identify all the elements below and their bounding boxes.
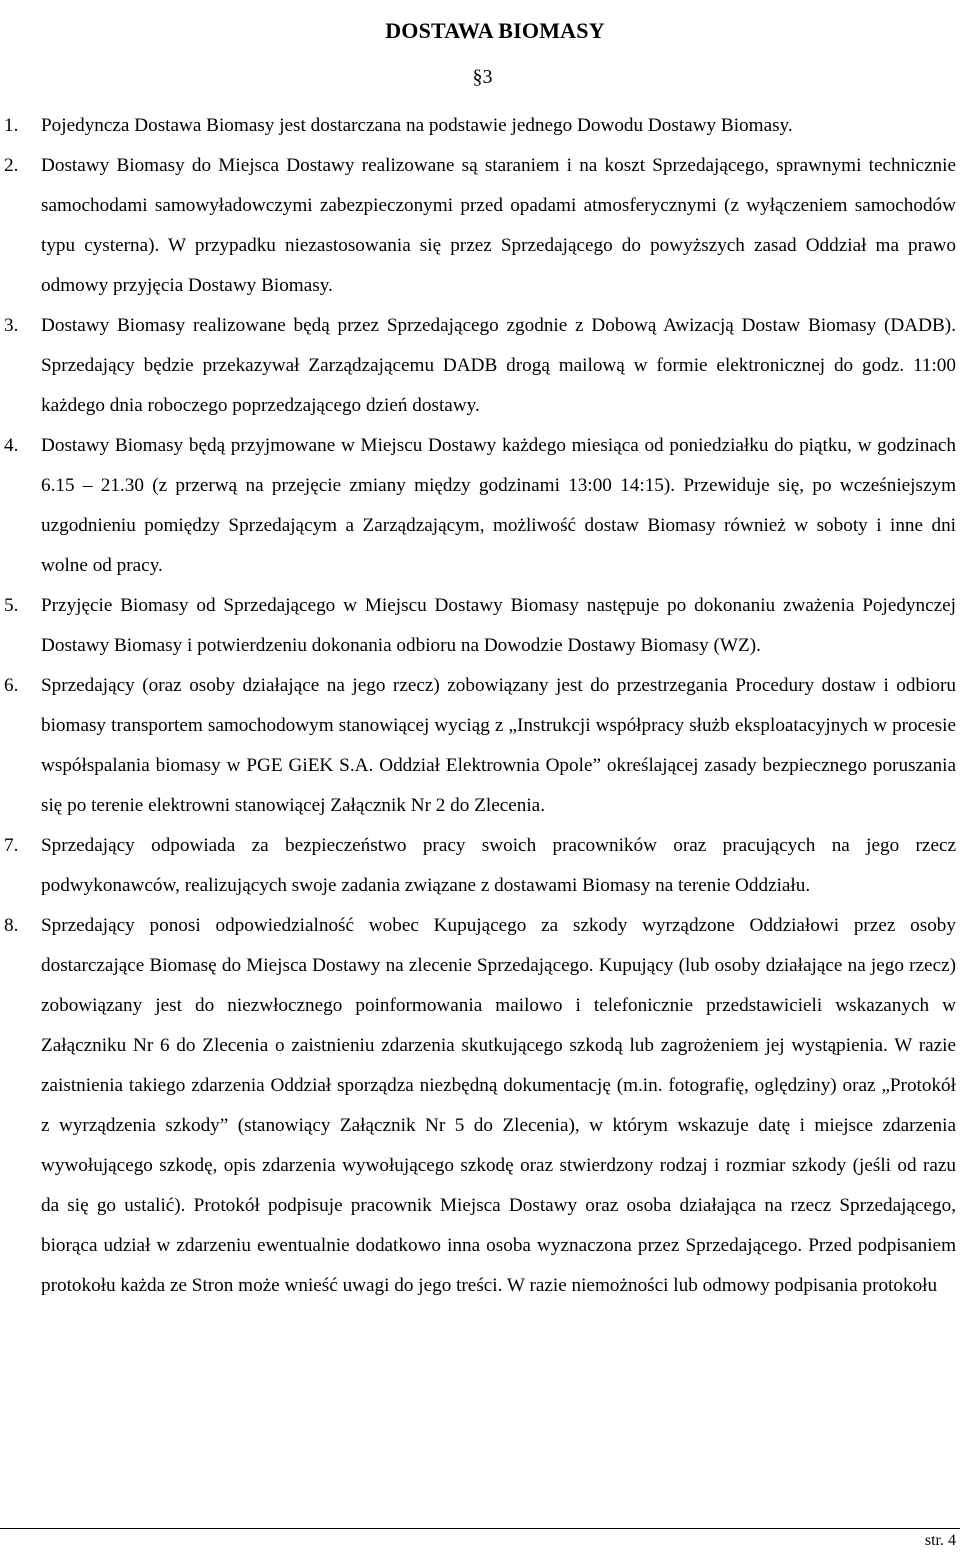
list-item-number: 6.: [4, 675, 19, 696]
list-item-text: Dostawy Biomasy realizowane będą przez Sprzedającego zgodnie z Dobową Awizacją Dostaw Biomasy (DADB). Sprzedający będzie przekazywał Zarządzającemu DADB drogą mailową w formie elektronicznej do godz. 11:00 każdego dnia roboczego poprzedzającego dzień dostawy.: [41, 315, 956, 416]
footer-divider: [0, 1528, 960, 1529]
list-item-number: 7.: [4, 835, 19, 856]
list-item-number: 3.: [4, 315, 19, 336]
list-item: [0, 306, 960, 426]
list-item-number: 5.: [4, 595, 19, 616]
list-item: [0, 586, 960, 666]
numbered-list: [0, 106, 960, 1306]
list-item-text: Sprzedający odpowiada za bezpieczeństwo pracy swoich pracowników oraz pracujących na jego rzecz podwykonawców, realizujących swoje zadania związane z dostawami Biomasy na terenie Oddziału.: [41, 835, 956, 896]
list-item: [0, 146, 960, 306]
list-item-number: 2.: [4, 155, 19, 176]
section-mark: §3: [472, 66, 493, 88]
list-item-text: Pojedyncza Dostawa Biomasy jest dostarczana na podstawie jednego Dowodu Dostawy Biomasy.: [41, 115, 793, 136]
list-item-text: Sprzedający ponosi odpowiedzialność wobec Kupującego za szkody wyrządzone Oddziałowi przez osoby dostarczające Biomasę do Miejsca Dostawy na zlecenie Sprzedającego. Kupujący (lub osoby działające na jego rzecz) zobowiązany jest do niezwłocznego poinformowania mailowo i telefonicznie przedstawicieli wskazanych w Załączniku Nr 6 do Zlecenia o zaistnieniu zdarzenia skutkującego szkodą lub zagrożeniem jej wystąpienia. W razie zaistnienia takiego zdarzenia Oddział sporządza niezbędną dokumentację (m.in. fotografię, oględziny) oraz „Protokół z wyrządzenia szkody” (stanowiący Załącznik Nr 5 do Zlecenia), w którym wskazuje datę i miejsce zdarzenia wywołującego szkodę, opis zdarzenia wywołującego szkodę oraz stwierdzony rodzaj i rozmiar szkody (jeśli od razu da się go ustalić). Protokół podpisuje pracownik Miejsca Dostawy oraz osoba działająca na rzecz Sprzedającego, biorąca udział w zdarzeniu ewentualnie dodatkowo inna osoba wyznaczona przez Sprzedającego. Przed podpisaniem protokołu każda ze Stron może wnieść uwagi do jego treści. W razie niemożności lub odmowy podpisania protokołu: [41, 915, 956, 1296]
list-item-text: Dostawy Biomasy do Miejsca Dostawy realizowane są staraniem i na koszt Sprzedającego, sprawnymi technicznie samochodami samowyładowczymi zabezpieczonymi przed opadami atmosferycznymi (z wyłączeniem samochodów typu cysterna). W przypadku niezastosowania się przez Sprzedającego do powyższych zasad Oddział ma prawo odmowy przyjęcia Dostawy Biomasy.: [41, 155, 956, 296]
list-item: [0, 426, 960, 586]
list-item: [0, 106, 960, 146]
list-item-text: Przyjęcie Biomasy od Sprzedającego w Miejscu Dostawy Biomasy następuje po dokonaniu zważenia Pojedynczej Dostawy Biomasy i potwierdzeniu dokonania odbioru na Dowodzie Dostawy Biomasy (WZ).: [41, 595, 956, 656]
list-item-number: 4.: [4, 435, 19, 456]
list-item: [0, 826, 960, 906]
page-number: str. 4: [924, 1532, 956, 1549]
list-item: [0, 906, 960, 1306]
document-title: DOSTAWA BIOMASY: [385, 18, 605, 43]
list-item-number: 8.: [4, 915, 19, 936]
list-item-number: 1.: [4, 115, 19, 136]
list-item-text: Sprzedający (oraz osoby działające na jego rzecz) zobowiązany jest do przestrzegania Procedury dostaw i odbioru biomasy transportem samochodowym stanowiącej wyciąg z „Instrukcji współpracy służb eksploatacyjnych w procesie współspalania biomasy w PGE GiEK S.A. Oddział Elektrownia Opole” określającej zasady bezpiecznego poruszania się po terenie elektrowni stanowiącej Załącznik Nr 2 do Zlecenia.: [41, 675, 956, 816]
list-item: [0, 666, 960, 826]
list-item-text: Dostawy Biomasy będą przyjmowane w Miejscu Dostawy każdego miesiąca od poniedziałku do piątku, w godzinach 6.15 – 21.30 (z przerwą na przejęcie zmiany między godzinami 13:00 14:15). Przewiduje się, po wcześniejszym uzgodnieniu pomiędzy Sprzedającym a Zarządzającym, możliwość dostaw Biomasy również w soboty i inne dni wolne od pracy.: [41, 435, 956, 576]
